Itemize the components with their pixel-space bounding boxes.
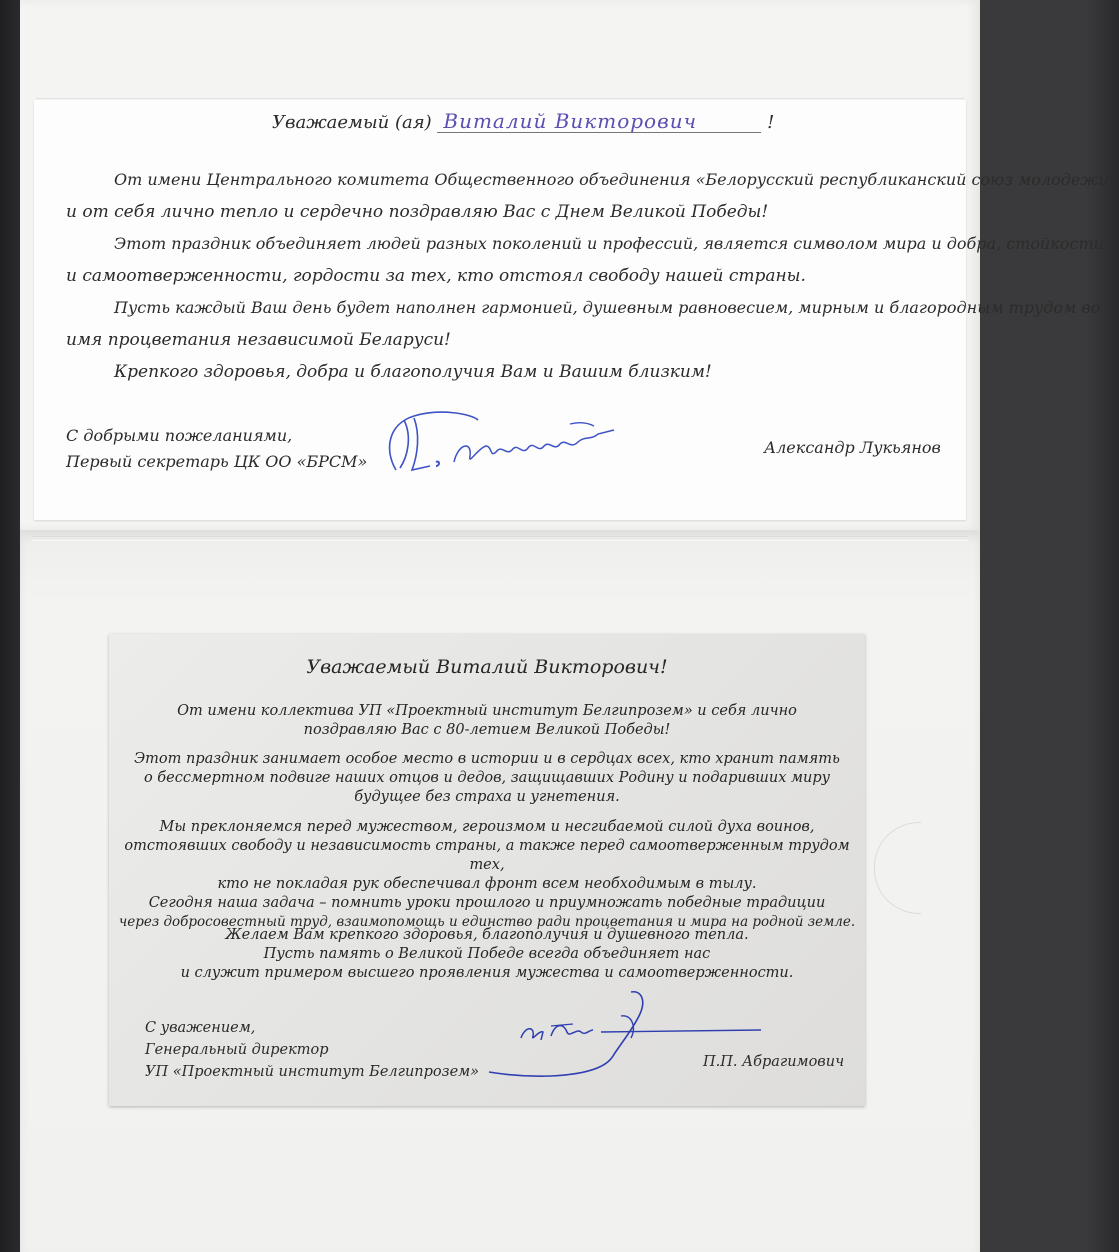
insert-slot-right [874, 822, 921, 914]
paragraph-3-line-1: Пусть каждый Ваш день будет наполнен гармонией, душевным равновесием, мирным и благородным трудом во [114, 298, 1101, 317]
bottom-paragraph-4 [109, 926, 865, 983]
salutation-exclaim: ! [767, 112, 775, 133]
bottom-paragraph-2 [109, 750, 865, 807]
bottom-p1-line-2: поздравляю Вас с 80-летием Великой Победы! [303, 722, 671, 738]
bottom-paragraph-1 [109, 702, 865, 740]
top-salutation [272, 110, 774, 133]
paragraph-1-line-2: и от себя лично тепло и сердечно поздравляю Вас с Днем Великой Победы! [66, 202, 769, 222]
paragraph-4: Крепкого здоровья, добра и благополучия Вам и Вашим близким! [114, 362, 712, 382]
paragraph-3-line-2: имя процветания независимой Беларуси! [66, 330, 451, 350]
top-letter-sheet [34, 100, 1119, 520]
bottom-letter-sheet [109, 634, 865, 1106]
paragraph-2-line-1: Этот праздник объединяет людей разных поколений и профессий, является символом мира и добра, стойкости [114, 234, 1104, 253]
bottom-p3-line-5: через добросовестный труд, взаимопомощь и единство ради процветания и мира на родной земле. [118, 914, 856, 930]
bottom-p2-line-1: Этот праздник занимает особое место в истории и в сердцах всех, кто хранит память [134, 751, 840, 767]
bottom-p2-line-2: о бессмертном подвиге наших отцов и дедов, защищавших Родину и подаривших миру [143, 770, 831, 786]
bottom-closing-line-3: УП «Проектный институт Белгипрозем» [145, 1064, 480, 1080]
top-signature-image [374, 400, 634, 480]
bottom-p4-line-2: Пусть память о Великой Победе всегда объединяет нас [263, 946, 711, 962]
bottom-signature-image [481, 986, 771, 1086]
bottom-p1-line-1: От имени коллектива УП «Проектный институт Белгипрозем» и себя лично [177, 703, 797, 719]
top-signatory: Александр Лукьянов [764, 438, 941, 457]
top-closing-line-2: Первый секретарь ЦК ОО «БРСМ» [66, 452, 368, 471]
bottom-p3-line-1: Мы преклоняемся перед мужеством, героизмом и несгибаемой силой духа воинов, [159, 819, 815, 835]
bottom-p4-line-1: Желаем Вам крепкого здоровья, благополучия и душевного тепла. [225, 927, 749, 943]
bottom-signatory: П.П. Абрагимович [703, 1054, 845, 1070]
paragraph-1-line-1: От имени Центрального комитета Общественного объединения «Белорусский республиканский союз молодежи» [114, 170, 1119, 189]
bottom-p3-line-2: отстоявших свободу и независимость страны, а также перед самоотверженным трудом тех, [124, 838, 850, 873]
bottom-paragraph-3 [109, 818, 865, 932]
bottom-p2-line-3: будущее без страха и угнетения. [354, 789, 620, 805]
bottom-salutation: Уважаемый Виталий Викторович! [306, 656, 668, 678]
bottom-closing-line-1: С уважением, [145, 1020, 256, 1036]
bottom-p3-line-4: Сегодня наша задача – помнить уроки прошлого и приумножать победные традиции [148, 895, 826, 911]
paragraph-2-line-2: и самоотверженности, гордости за тех, кто отстоял свободу нашей страны. [66, 266, 806, 286]
bottom-closing-line-2: Генеральный директор [145, 1042, 329, 1058]
top-letter-body [66, 164, 1119, 388]
salutation-prefix: Уважаемый (ая) [272, 112, 432, 133]
handwritten-name: Виталий Викторович [437, 110, 761, 133]
top-closing-line-1: С добрыми пожеланиями, [66, 426, 293, 445]
bottom-p4-line-3: и служит примером высшего проявления мужества и самоотверженности. [180, 965, 794, 981]
fold-crease [32, 536, 968, 541]
bottom-p3-line-3: кто не покладая рук обеспечивал фронт всем необходимым в тылу. [217, 876, 757, 892]
